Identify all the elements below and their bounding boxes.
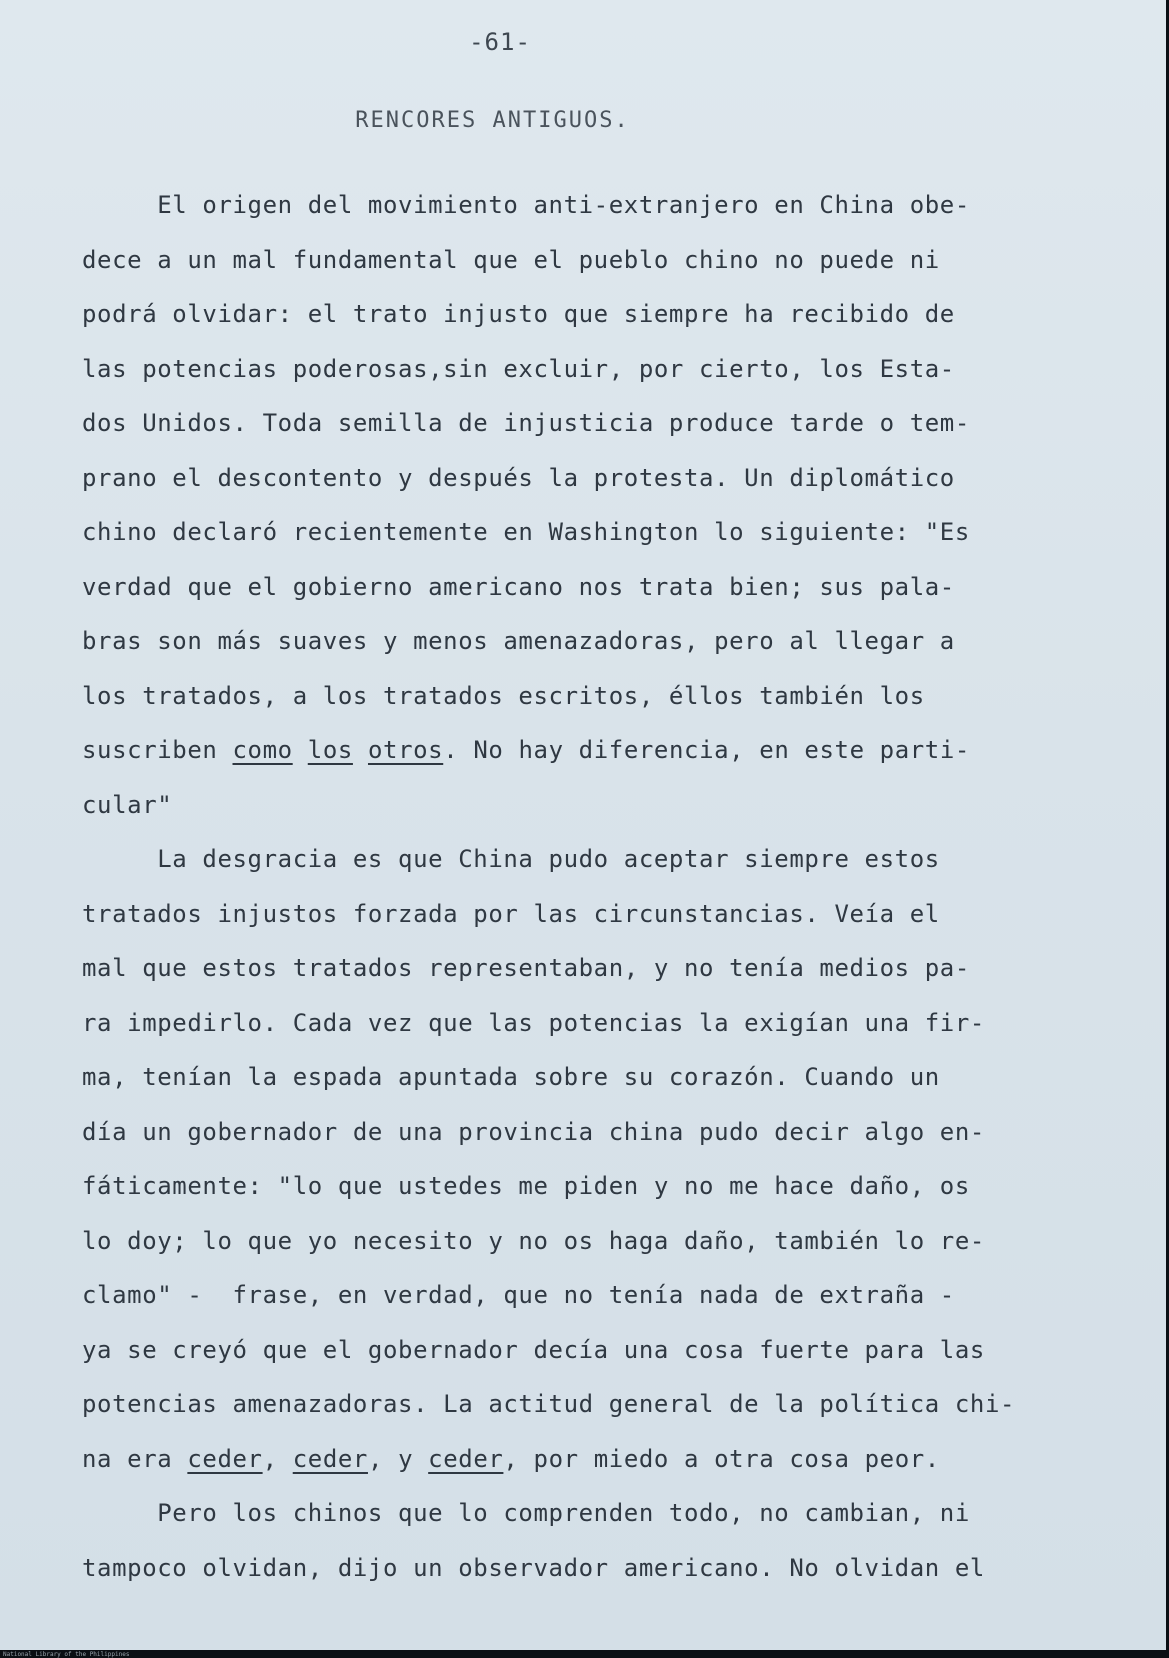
text-span (353, 736, 368, 764)
underlined-word: otros (367, 736, 444, 764)
text-line: ra impedirlo. Cada vez que las potencias la exigían una fir- (82, 1008, 985, 1037)
text-span: , y (367, 1444, 429, 1473)
text-line: prano el descontento y después la protesta. Un diplomático (82, 463, 955, 492)
text-line: Pero los chinos que lo comprenden todo, no cambian, ni (82, 1499, 970, 1527)
text-span: , por miedo a otra cosa peor. (503, 1444, 940, 1473)
text-line (82, 723, 1082, 778)
text-line: tratados injustos forzada por las circunstancias. Veía el (82, 899, 940, 928)
text-line: dos Unidos. Toda semilla de injusticia produce tarde o tem- (82, 409, 970, 437)
text-span (293, 736, 308, 764)
underlined-word: ceder (292, 1444, 368, 1473)
underlined-word: ceder (187, 1444, 263, 1473)
text-line: chino declaró recientemente en Washington lo siguiente: "Es (82, 518, 970, 546)
underlined-word: los (307, 736, 353, 764)
text-line: verdad que el gobierno americano nos trata bien; sus pala- (82, 572, 955, 601)
text-line: La desgracia es que China pudo aceptar siempre estos (82, 845, 940, 873)
text-line: tampoco olvidan, dijo un observador americano. No olvidan el (82, 1553, 985, 1582)
text-line: clamo" - frase, en verdad, que no tenía nada de extraña - (82, 1281, 955, 1309)
underlined-word: ceder (428, 1444, 504, 1473)
text-line: podrá olvidar: el trato injusto que siempre ha recibido de (82, 300, 955, 328)
text-line: lo doy; lo que yo necesito y no os haga daño, también lo re- (82, 1226, 985, 1255)
text-line: cular" (82, 790, 173, 819)
library-credit: National Library of the Philippines (0, 1651, 132, 1658)
underlined-word: como (232, 736, 293, 764)
text-line: las potencias poderosas,sin excluir, por cierto, los Esta- (82, 354, 955, 383)
text-span: suscriben (82, 736, 233, 764)
body-text (82, 178, 1082, 1595)
text-span: na era (82, 1444, 188, 1473)
text-line: fáticamente: "lo que ustedes me piden y no me hace daño, os (82, 1172, 970, 1200)
text-line: El origen del movimiento anti-extranjero en China obe- (82, 191, 970, 219)
text-line: potencias amenazadoras. La actitud general de la política chi- (82, 1390, 1016, 1418)
text-line (82, 1432, 1082, 1487)
text-line: bras son más suaves y menos amenazadoras, pero al llegar a (82, 627, 955, 655)
text-line: los tratados, a los tratados escritos, éllos también los (82, 681, 925, 710)
text-line: mal que estos tratados representaban, y no tenía medios pa- (82, 954, 970, 982)
text-span: , (262, 1444, 293, 1473)
text-line: ma, tenían la espada apuntada sobre su corazón. Cuando un (82, 1063, 940, 1091)
text-line: día un gobernador de una provincia china pudo decir algo en- (82, 1117, 985, 1146)
text-line: dece a un mal fundamental que el pueblo chino no puede ni (82, 245, 940, 274)
text-span: . No hay diferencia, en este parti- (443, 736, 970, 764)
section-heading: RENCORES ANTIGUOS. (355, 108, 630, 133)
text-line: ya se creyó que el gobernador decía una cosa fuerte para las (82, 1335, 985, 1364)
page-number: -61- (469, 28, 531, 56)
